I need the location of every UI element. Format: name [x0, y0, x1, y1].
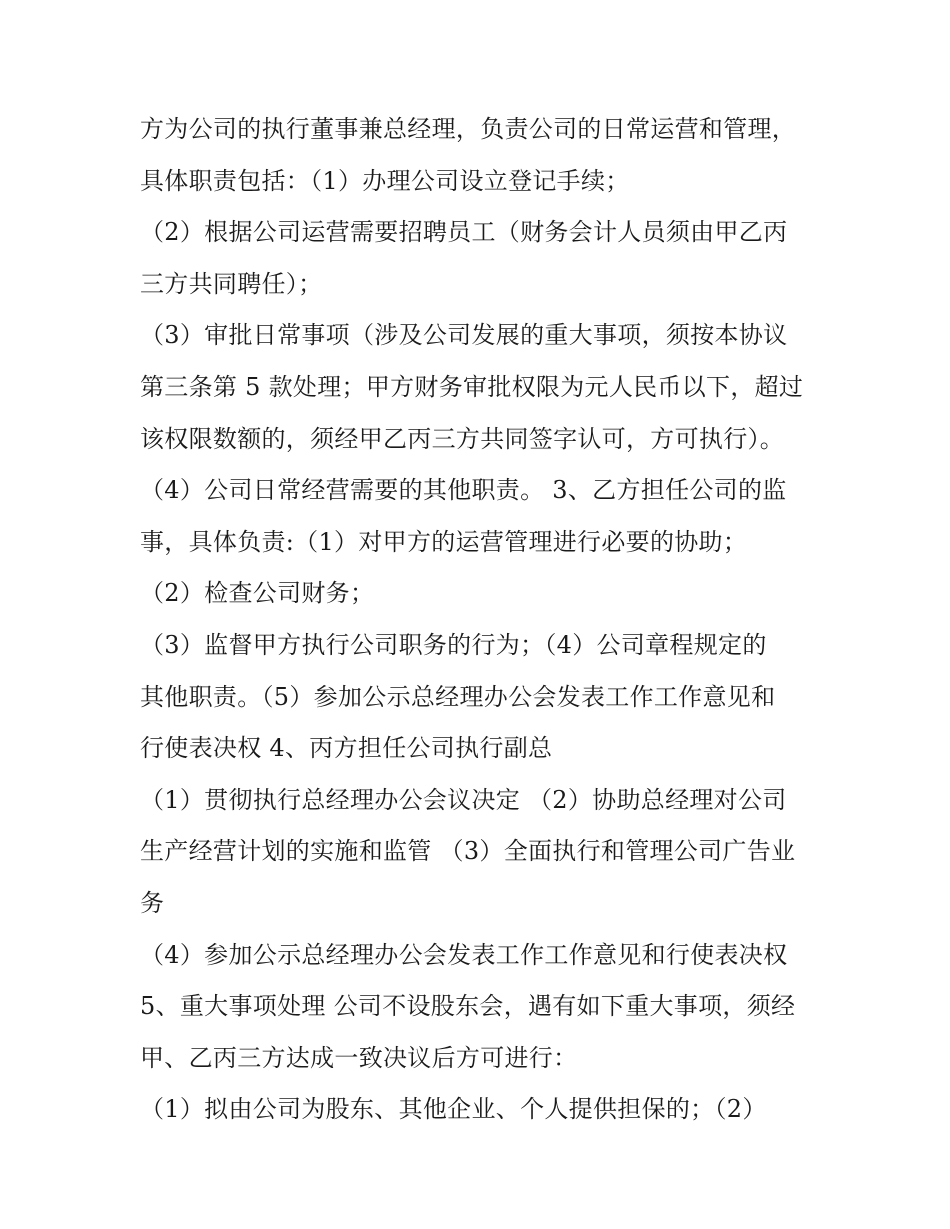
- text-line: （3）监督甲方执行公司职务的行为；（4）公司章程规定的: [140, 630, 767, 659]
- text-line: （3）审批日常事项（涉及公司发展的重大事项，须按本协议: [140, 321, 788, 350]
- text-line: （1）拟由公司为股东、其他企业、个人提供担保的；（2）: [140, 1095, 767, 1124]
- text-line: 第三条第 5 款处理；甲方财务审批权限为元人民币以下，超过: [140, 372, 804, 401]
- text-line: （1）贯彻执行总经理办公会议决定 （2）协助总经理对公司: [140, 785, 787, 814]
- text-line: （4）公司日常经营需要的其他职责。 3、乙方担任公司的监: [140, 476, 787, 505]
- text-line: 方为公司的执行董事兼总经理，负责公司的日常运营和管理，: [140, 115, 797, 143]
- text-line: 甲、乙丙三方达成一致决议后方可进行：: [140, 1043, 578, 1072]
- text-line: （2）根据公司运营需要招聘员工（财务会计人员须由甲乙丙: [140, 218, 788, 247]
- text-line: 5、重大事项处理 公司不设股东会，遇有如下重大事项，须经: [140, 992, 796, 1021]
- document-body: [140, 104, 820, 1136]
- text-line: 该权限数额的，须经甲乙丙三方共同签字认可，方可执行）。: [140, 424, 785, 453]
- text-line: （2）检查公司财务；: [140, 579, 375, 608]
- text-line: 生产经营计划的实施和监管 （3）全面执行和管理公司广告业: [140, 837, 796, 866]
- text-line: 务: [140, 888, 165, 917]
- text-line: 事，具体负责:（1）对甲方的运营管理进行必要的协助；: [140, 527, 748, 556]
- text-line: 其他职责。（5）参加公示总经理办公会发表工作工作意见和: [140, 682, 776, 711]
- text-line: （4）参加公示总经理办公会发表工作工作意见和行使表决权: [140, 940, 788, 969]
- text-line: 行使表决权 4、丙方担任公司执行副总: [140, 734, 553, 763]
- text-line: 三方共同聘任）；: [140, 269, 323, 298]
- text-line: 具体职责包括：（1）办理公司设立登记手续；: [140, 166, 630, 195]
